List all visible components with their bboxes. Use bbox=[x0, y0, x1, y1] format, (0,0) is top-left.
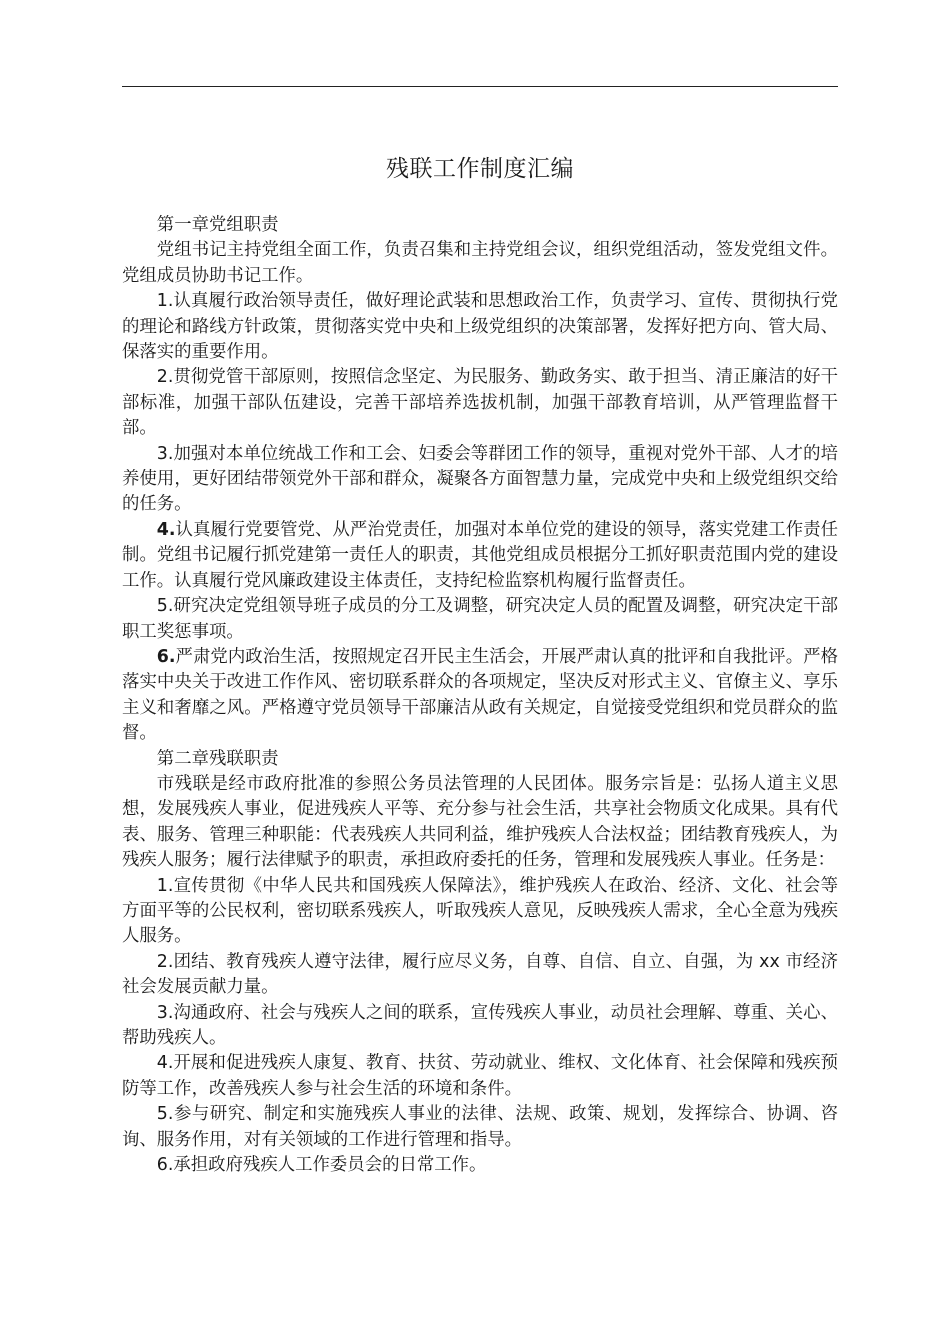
list-item: 5.研究决定党组领导班子成员的分工及调整，研究决定人员的配置及调整，研究决定干部职工奖惩事项。 bbox=[122, 596, 838, 642]
item-number: 4. bbox=[156, 1053, 174, 1074]
list-item: 6.严肃党内政治生活，按照规定召开民主生活会，开展严肃认真的批评和自我批评。严格落实中央关于改进工作作风、密切联系群众的各项规定，坚决反对形式主义、官僚主义、享乐主义和奢靡之风。严格遵守党员领导干部廉洁从政有关规定，自觉接受党组织和党员群众的监督。 bbox=[122, 646, 838, 744]
list-item: 1.认真履行政治领导责任，做好理论武装和思想政治工作，负责学习、宣传、贯彻执行党的理论和路线方针政策，贯彻落实党中央和上级党组织的决策部署，发挥好把方向、管大局、保落实的重要作用。 bbox=[122, 291, 838, 363]
item-number: 4. bbox=[156, 519, 176, 540]
item-number: 2. bbox=[156, 951, 174, 972]
document-body bbox=[122, 213, 838, 1178]
item-number: 5. bbox=[156, 1104, 174, 1125]
item-number: 6. bbox=[156, 646, 176, 667]
list-item: 4.开展和促进残疾人康复、教育、扶贫、劳动就业、维权、文化体育、社会保障和残疾预防等工作，改善残疾人参与社会生活的环境和条件。 bbox=[122, 1053, 838, 1099]
chapter-heading: 第二章残联职责 bbox=[156, 748, 279, 769]
list-item: 5.参与研究、制定和实施残疾人事业的法律、法规、政策、规划，发挥综合、协调、咨询、服务作用，对有关领域的工作进行管理和指导。 bbox=[122, 1104, 838, 1150]
list-item: 4.认真履行党要管党、从严治党责任，加强对本单位党的建设的领导，落实党建工作责任制。党组书记履行抓党建第一责任人的职责，其他党组成员根据分工抓好职责范围内党的建设工作。认真履行党风廉政建设主体责任，支持纪检监察机构履行监督责任。 bbox=[122, 519, 838, 591]
list-item: 1.宣传贯彻《中华人民共和国残疾人保障法》，维护残疾人在政治、经济、文化、社会等方面平等的公民权利，密切联系残疾人，听取残疾人意见，反映残疾人需求，全心全意为残疾人服务。 bbox=[122, 875, 838, 947]
list-item: 3.沟通政府、社会与残疾人之间的联系，宣传残疾人事业，动员社会理解、尊重、关心、帮助残疾人。 bbox=[122, 1002, 838, 1048]
item-number: 1. bbox=[156, 875, 174, 896]
list-item: 3.加强对本单位统战工作和工会、妇委会等群团工作的领导，重视对党外干部、人才的培养使用，更好团结带领党外干部和群众，凝聚各方面智慧力量，完成党中央和上级党组织交给的任务。 bbox=[122, 443, 838, 515]
chapter-heading: 第一章党组职责 bbox=[156, 215, 279, 235]
item-number: 3. bbox=[156, 1002, 174, 1023]
item-number: 6. bbox=[156, 1155, 174, 1176]
document-title: 残联工作制度汇编 bbox=[386, 156, 574, 182]
item-number: 1. bbox=[156, 291, 174, 312]
list-item: 2.贯彻党管干部原则，按照信念坚定、为民服务、勤政务实、敢于担当、清正廉洁的好干部标准，加强干部队伍建设，完善干部培养选拔机制，加强干部教育培训，从严管理监督干部。 bbox=[122, 367, 838, 439]
item-number: 3. bbox=[156, 443, 174, 464]
header-rule bbox=[122, 86, 838, 87]
item-number: 5. bbox=[156, 596, 174, 617]
item-number: 2. bbox=[156, 367, 174, 388]
list-item: 6.承担政府残疾人工作委员会的日常工作。 bbox=[156, 1155, 487, 1176]
paragraph: 市残联是经市政府批准的参照公务员法管理的人民团体。服务宗旨是：弘扬人道主义思想，发展残疾人事业，促进残疾人平等、充分参与社会生活，共享社会物质文化成果。具有代表、服务、管理三种职能：代表残疾人共同利益，维护残疾人合法权益；团结教育残疾人，为残疾人服务；履行法律赋予的职责，承担政府委托的任务，管理和发展残疾人事业。任务是： bbox=[122, 773, 838, 871]
list-item: 2.团结、教育残疾人遵守法律，履行应尽义务，自尊、自信、自立、自强，为 xx 市经济社会发展贡献力量。 bbox=[122, 951, 838, 998]
paragraph: 党组书记主持党组全面工作，负责召集和主持党组会议，组织党组活动，签发党组文件。党组成员协助书记工作。 bbox=[122, 240, 838, 286]
